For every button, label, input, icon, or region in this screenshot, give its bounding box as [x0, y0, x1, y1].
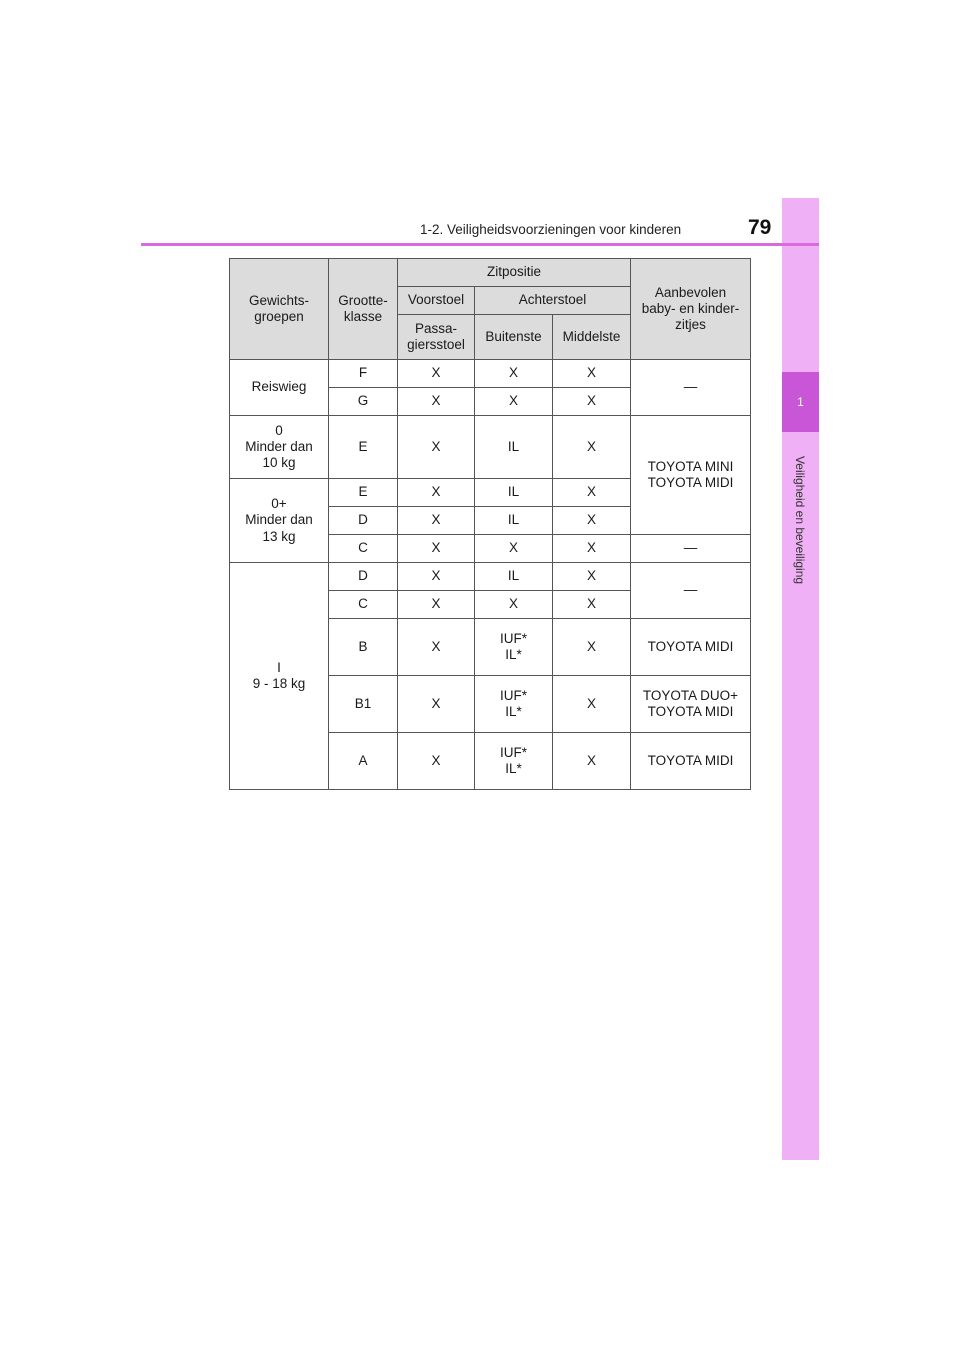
recommendation-cell: TOYOTA MINI TOYOTA MIDI: [631, 416, 751, 535]
outer-line-1: IUF*: [500, 630, 527, 646]
middle-cell: X: [553, 733, 631, 790]
table-row: [230, 416, 751, 479]
passenger-cell: X: [398, 733, 475, 790]
middle-cell: X: [553, 360, 631, 388]
outer-cell: IL: [475, 563, 553, 591]
outer-cell: [475, 619, 553, 676]
group-label: Reiswieg: [230, 360, 329, 416]
recommendation-cell: TOYOTA MIDI: [631, 619, 751, 676]
size-cell: E: [329, 416, 398, 479]
chapter-number: 1: [782, 372, 819, 432]
size-cell: C: [329, 535, 398, 563]
middle-cell: X: [553, 479, 631, 507]
header-rear-seat: Achterstoel: [475, 287, 631, 315]
size-cell: F: [329, 360, 398, 388]
outer-line-2: IL*: [505, 704, 522, 719]
outer-cell: X: [475, 360, 553, 388]
table-row: [230, 360, 751, 388]
recommendation-cell: —: [631, 563, 751, 619]
middle-cell: X: [553, 619, 631, 676]
header-size-class: Grootte- klasse: [329, 259, 398, 360]
passenger-cell: X: [398, 535, 475, 563]
header-recommended: Aanbevolen baby- en kinder- zitjes: [631, 259, 751, 360]
outer-cell: IL: [475, 507, 553, 535]
passenger-cell: X: [398, 676, 475, 733]
recommendation-cell: —: [631, 360, 751, 416]
outer-cell: IL: [475, 479, 553, 507]
child-seat-table: [229, 258, 751, 790]
group-label: I 9 - 18 kg: [230, 563, 329, 790]
recommendation-cell: TOYOTA MIDI: [631, 733, 751, 790]
page-number: 79: [748, 216, 772, 239]
passenger-cell: X: [398, 479, 475, 507]
passenger-cell: X: [398, 619, 475, 676]
outer-cell: X: [475, 535, 553, 563]
outer-line-2: IL*: [505, 647, 522, 662]
outer-line-2: IL*: [505, 761, 522, 776]
size-cell: B1: [329, 676, 398, 733]
outer-cell: [475, 676, 553, 733]
size-cell: D: [329, 563, 398, 591]
passenger-cell: X: [398, 416, 475, 479]
middle-cell: X: [553, 676, 631, 733]
group-label: 0+ Minder dan 13 kg: [230, 479, 329, 563]
header-middle: Middelste: [553, 315, 631, 360]
size-cell: D: [329, 507, 398, 535]
passenger-cell: X: [398, 388, 475, 416]
passenger-cell: X: [398, 360, 475, 388]
outer-line-1: IUF*: [500, 687, 527, 703]
middle-cell: X: [553, 507, 631, 535]
group-label: 0 Minder dan 10 kg: [230, 416, 329, 479]
middle-cell: X: [553, 563, 631, 591]
size-cell: E: [329, 479, 398, 507]
header-passenger-seat: Passa- giersstoel: [398, 315, 475, 360]
header-outer: Buitenste: [475, 315, 553, 360]
passenger-cell: X: [398, 591, 475, 619]
section-title: 1-2. Veiligheidsvoorzieningen voor kinderen: [420, 222, 682, 237]
outer-line-1: IUF*: [500, 744, 527, 760]
chapter-title: Veiligheid en beveiliging: [793, 455, 807, 585]
outer-cell: IL: [475, 416, 553, 479]
header-rule: [141, 243, 819, 246]
middle-cell: X: [553, 591, 631, 619]
middle-cell: X: [553, 388, 631, 416]
table-row: [230, 563, 751, 591]
middle-cell: X: [553, 535, 631, 563]
middle-cell: X: [553, 416, 631, 479]
header-front-seat: Voorstoel: [398, 287, 475, 315]
passenger-cell: X: [398, 507, 475, 535]
outer-cell: X: [475, 388, 553, 416]
size-cell: G: [329, 388, 398, 416]
outer-cell: X: [475, 591, 553, 619]
header-weight-group: Gewichts- groepen: [230, 259, 329, 360]
passenger-cell: X: [398, 563, 475, 591]
outer-cell: [475, 733, 553, 790]
size-cell: B: [329, 619, 398, 676]
recommendation-cell: TOYOTA DUO+ TOYOTA MIDI: [631, 676, 751, 733]
size-cell: A: [329, 733, 398, 790]
chapter-side-tab: [782, 198, 819, 1160]
header-seat-position: Zitpositie: [398, 259, 631, 287]
recommendation-cell: —: [631, 535, 751, 563]
size-cell: C: [329, 591, 398, 619]
